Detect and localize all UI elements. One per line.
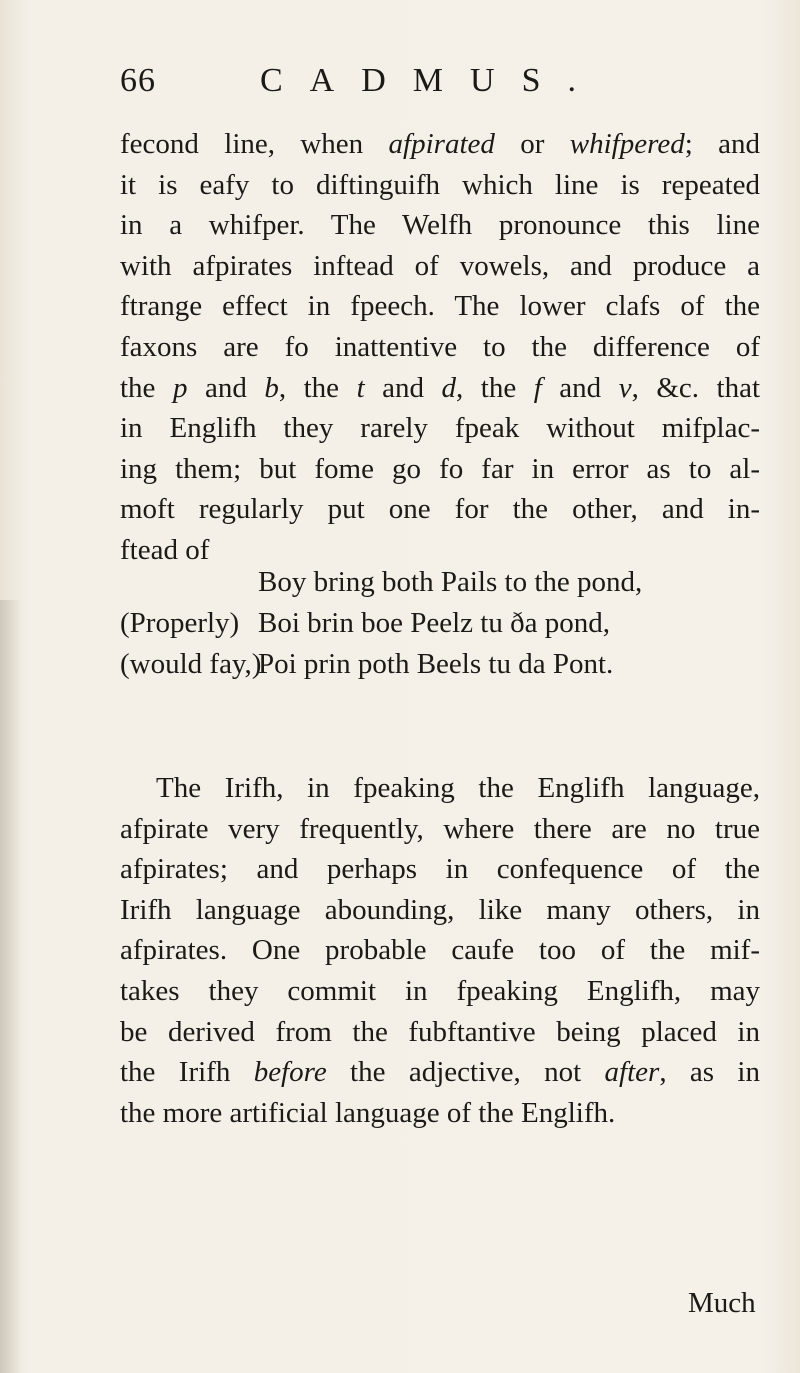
text-line: be derived from the fubftantive being placed in — [120, 1015, 760, 1048]
text-line: the more artificial language of the Englifh. — [120, 1096, 616, 1129]
text-line: The Irifh, in fpeaking the Englifh language, — [156, 772, 760, 804]
paragraph-2 — [120, 768, 760, 1133]
text-line: moft regularly put one for the other, and in- — [120, 493, 760, 526]
text-line: afpirates; and perhaps in confequence of the — [120, 853, 760, 886]
example-line-2 — [120, 607, 760, 640]
text-line: the p and b, the t and d, the f and v, &c. that — [120, 371, 761, 404]
text-line: afpirates. One probable caufe too of the mif- — [120, 934, 760, 967]
example-line-1 — [120, 566, 760, 599]
example-label: (Properly) — [120, 607, 240, 639]
text-line: with afpirates inftead of vowels, and produce a — [120, 249, 760, 282]
example-line-3 — [120, 648, 760, 681]
example-text: Poi prin poth Beels tu da Pont. — [258, 648, 614, 680]
text-line: afpirate very frequently, where there are no true — [120, 812, 760, 845]
text-line: faxons are fo inattentive to the difference of — [120, 330, 760, 363]
running-title: CADMUS. — [260, 62, 603, 99]
running-head — [120, 62, 720, 112]
paragraph-1 — [120, 124, 760, 571]
example-text: Boy bring both Pails to the pond, — [258, 566, 643, 598]
text-line: ftrange effect in fpeech. The lower clafs of the — [120, 290, 760, 323]
catchword: Much — [688, 1287, 756, 1319]
text-line: in a whifper. The Welfh pronounce this line — [120, 209, 760, 242]
binding-shadow — [0, 600, 22, 1373]
text-line: it is eafy to diftinguifh which line is repeated — [120, 168, 760, 201]
text-line: in Englifh they rarely fpeak without mifplac- — [120, 412, 760, 445]
example-text: Boi brin boe Peelz tu ða pond, — [258, 607, 610, 639]
text-line: ftead of — [120, 533, 210, 566]
text-line: takes they commit in fpeaking Englifh, may — [120, 974, 760, 1007]
page-number: 66 — [120, 62, 156, 99]
text-line: the Irifh before the adjective, not after, as in — [120, 1056, 760, 1089]
text-line: Irifh language abounding, like many others, in — [120, 893, 760, 926]
example-label: (would fay,) — [120, 648, 262, 680]
text-line: fecond line, when afpirated or whifpered; and — [120, 128, 760, 160]
text-line: ing them; but fome go fo far in error as to al- — [120, 452, 760, 485]
